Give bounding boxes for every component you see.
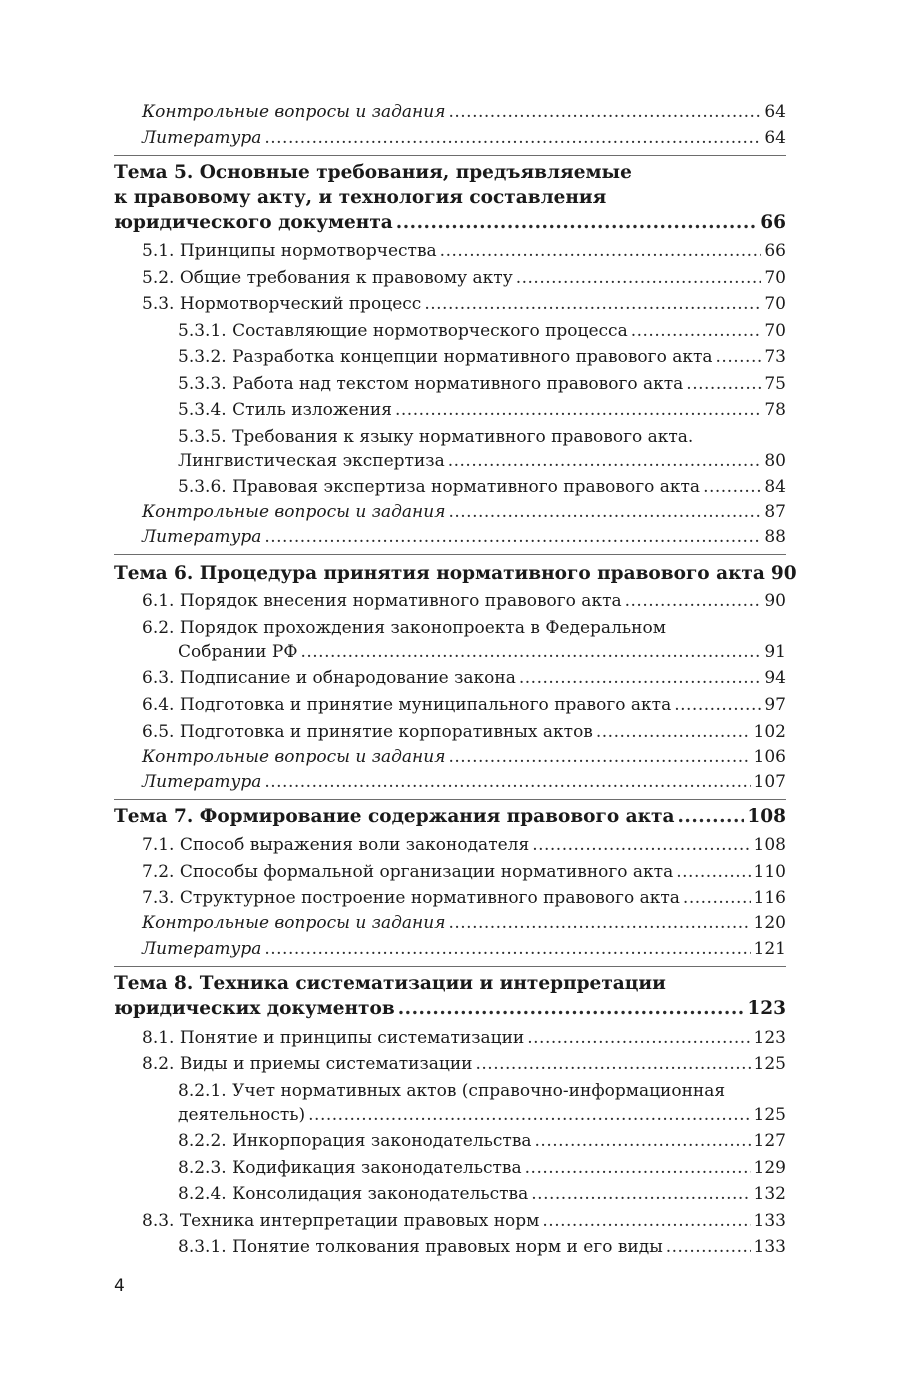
toc-entry-page: 127: [753, 1131, 786, 1151]
toc-entry-title: 5.3.3. Работа над текстом нормативного правового акта: [178, 374, 684, 394]
dot-leader: [527, 1027, 750, 1049]
toc-entry-page: 91: [764, 642, 786, 662]
dot-leader: [532, 834, 750, 856]
toc-entry-page: 110: [753, 862, 786, 882]
toc-entry-7-1: [142, 834, 786, 856]
topic-5-heading-line-2: к правовому акту, и технология составления: [114, 187, 607, 208]
toc-entry-questions-t4: [142, 101, 786, 123]
dot-leader: [716, 346, 762, 368]
toc-entry-page: 97: [764, 695, 786, 715]
toc-entry-8-3: [142, 1210, 786, 1232]
toc-entry-5-3-5: [178, 450, 786, 472]
dot-leader: [666, 1236, 751, 1258]
toc-entry-page: 66: [764, 241, 786, 261]
toc-entry-title: Тема 6. Процедура принятия нормативного правового акта: [114, 563, 765, 584]
toc-entry-6-3: [142, 667, 786, 689]
toc-entry-5-3-5-line-1: 5.3.5. Требования к языку нормативного правового акта.: [178, 427, 694, 447]
toc-entry-page: 80: [764, 451, 786, 471]
toc-entry-title: 5.3.1. Составляющие нормотворческого процесса: [178, 321, 628, 341]
toc-entry-page: 116: [753, 888, 786, 908]
toc-entry-title: 8.3.1. Понятие толкования правовых норм и его виды: [178, 1237, 663, 1257]
dot-leader: [308, 1104, 750, 1126]
toc-entry-page: 120: [753, 913, 786, 933]
toc-entry-title: 8.3. Техника интерпретации правовых норм: [142, 1211, 540, 1231]
toc-entry-5-3-6: [178, 476, 786, 498]
toc-entry-title: юридического документа: [114, 212, 393, 233]
toc-entry-title: 5.1. Принципы нормотворчества: [142, 241, 437, 261]
toc-entry-title: 6.5. Подготовка и принятие корпоративных актов: [142, 722, 593, 742]
toc-entry-page: 125: [753, 1054, 786, 1074]
toc-entry-title: 5.3.6. Правовая экспертиза нормативного правового акта: [178, 477, 701, 497]
dot-leader: [395, 399, 761, 421]
dot-leader: [448, 746, 750, 768]
toc-entry-page: 94: [764, 668, 786, 688]
dot-leader: [264, 526, 761, 548]
dot-leader: [596, 721, 751, 743]
toc-entry-page: 75: [764, 374, 786, 394]
toc-entry-title: Литература: [142, 772, 262, 792]
dot-leader: [542, 1210, 750, 1232]
dot-leader: [677, 806, 744, 828]
toc-entry-5-2: [142, 267, 786, 289]
page-number: 4: [114, 1276, 125, 1296]
topic-8-heading-line-1: Тема 8. Техника систематизации и интерпретации: [114, 973, 666, 994]
toc-entry-title: Контрольные вопросы и задания: [142, 502, 446, 522]
toc-entry-8-2: [142, 1053, 786, 1075]
dot-leader: [676, 861, 750, 883]
toc-entry-8-1: [142, 1027, 786, 1049]
toc-entry-title: Контрольные вопросы и задания: [142, 102, 446, 122]
toc-entry-title: Лингвистическая экспертиза: [178, 451, 445, 471]
toc-entry-page: 90: [764, 591, 786, 611]
dot-leader: [448, 501, 761, 523]
dot-leader: [686, 373, 761, 395]
toc-entry-title: 8.2.4. Консолидация законодательства: [178, 1184, 529, 1204]
toc-entry-page: 132: [753, 1184, 786, 1204]
toc-entry-title: деятельность): [178, 1105, 306, 1125]
section-divider: [114, 554, 786, 555]
toc-entry-5-3-3: [178, 373, 786, 395]
toc-entry-5-3-2: [178, 346, 786, 368]
dot-leader: [519, 667, 761, 689]
dot-leader: [631, 320, 762, 342]
toc-entry-8-2-1: [178, 1104, 786, 1126]
toc-entry-literature-t7: [142, 938, 786, 960]
toc-entry-page: 133: [753, 1211, 786, 1231]
dot-leader: [683, 887, 751, 909]
toc-entry-page: 66: [760, 212, 786, 233]
dot-leader: [264, 771, 750, 793]
dot-leader: [264, 938, 750, 960]
dot-leader: [525, 1157, 751, 1179]
toc-entry-title: 7.1. Способ выражения воли законодателя: [142, 835, 530, 855]
toc-entry-title: 5.3. Нормотворческий процесс: [142, 294, 422, 314]
dot-leader: [448, 912, 750, 934]
toc-entry-8-2-3: [178, 1157, 786, 1179]
toc-entry-6-5: [142, 721, 786, 743]
toc-entry-7-2: [142, 861, 786, 883]
toc-entry-page: 108: [747, 806, 786, 827]
dot-leader: [448, 450, 762, 472]
toc-entry-title: 6.4. Подготовка и принятие муниципального правого акта: [142, 695, 672, 715]
toc-entry-title: 5.2. Общие требования к правовому акту: [142, 268, 513, 288]
dot-leader: [476, 1053, 751, 1075]
toc-entry-5-1: [142, 240, 786, 262]
toc-entry-title: 5.3.2. Разработка концепции нормативного правового акта: [178, 347, 713, 367]
toc-entry-page: 90: [770, 563, 797, 584]
toc-entry-title: 5.3.4. Стиль изложения: [178, 400, 392, 420]
toc-entry-6-1: [142, 590, 786, 612]
toc-entry-5-3-1: [178, 320, 786, 342]
toc-entry-page: 70: [764, 321, 786, 341]
toc-entry-page: 88: [764, 527, 786, 547]
toc-entry-page: 121: [753, 939, 786, 959]
section-divider: [114, 966, 786, 967]
toc-entry-title: Литература: [142, 128, 262, 148]
toc-entry-7-3: [142, 887, 786, 909]
toc-entry-title: 6.3. Подписание и обнародование закона: [142, 668, 516, 688]
toc-entry-page: 133: [753, 1237, 786, 1257]
toc-entry-title: Литература: [142, 939, 262, 959]
topic-7-heading: [114, 806, 786, 828]
dot-leader: [703, 476, 761, 498]
toc-entry-title: 8.1. Понятие и принципы систематизации: [142, 1028, 525, 1048]
toc-entry-literature-t5: [142, 526, 786, 548]
toc-entry-page: 123: [753, 1028, 786, 1048]
toc-entry-5-3: [142, 293, 786, 315]
toc-entry-title: Контрольные вопросы и задания: [142, 913, 446, 933]
toc-entry-8-2-4: [178, 1183, 786, 1205]
toc-entry-title: 6.1. Порядок внесения нормативного правового акта: [142, 591, 622, 611]
toc-entry-literature-t6: [142, 771, 786, 793]
toc-entry-questions-t6: [142, 746, 786, 768]
section-divider: [114, 155, 786, 156]
toc-entry-title: 8.2.3. Кодификация законодательства: [178, 1158, 522, 1178]
dot-leader: [535, 1130, 751, 1152]
toc-entry-page: 78: [764, 400, 786, 420]
topic-5-heading-line-1: Тема 5. Основные требования, предъявляемые: [114, 162, 632, 183]
dot-leader: [440, 240, 762, 262]
toc-entry-8-2-2: [178, 1130, 786, 1152]
toc-entry-title: Тема 7. Формирование содержания правового акта: [114, 806, 675, 827]
dot-leader: [264, 127, 761, 149]
toc-entry-page: 123: [747, 998, 786, 1019]
toc-entry-page: 70: [764, 294, 786, 314]
toc-entry-title: 8.2. Виды и приемы систематизации: [142, 1054, 473, 1074]
toc-entry-page: 102: [753, 722, 786, 742]
dot-leader: [424, 293, 761, 315]
dot-leader: [396, 212, 757, 234]
section-divider: [114, 799, 786, 800]
toc-entry-page: 125: [753, 1105, 786, 1125]
toc-entry-title: Собрании РФ: [178, 642, 298, 662]
toc-entry-page: 129: [753, 1158, 786, 1178]
topic-6-heading: [114, 563, 797, 585]
toc-entry-page: 84: [764, 477, 786, 497]
dot-leader: [674, 694, 761, 716]
toc-entry-questions-t7: [142, 912, 786, 934]
toc-entry-5-3-4: [178, 399, 786, 421]
toc-entry-page: 73: [764, 347, 786, 367]
toc-entry-title: 7.3. Структурное построение нормативного правового акта: [142, 888, 680, 908]
toc-entry-title: Литература: [142, 527, 262, 547]
toc-entry-page: 70: [764, 268, 786, 288]
toc-entry-page: 64: [764, 128, 786, 148]
dot-leader: [625, 590, 762, 612]
toc-entry-title: Контрольные вопросы и задания: [142, 747, 446, 767]
toc-entry-8-2-1-line-1: 8.2.1. Учет нормативных актов (справочно-информационная: [178, 1081, 726, 1101]
topic-5-heading: [114, 212, 786, 234]
toc-entry-6-2: [178, 641, 786, 663]
toc-entry-page: 108: [753, 835, 786, 855]
toc-entry-page: 106: [753, 747, 786, 767]
dot-leader: [516, 267, 762, 289]
toc-entry-title: юридических документов: [114, 998, 395, 1019]
toc-entry-8-3-1: [178, 1236, 786, 1258]
toc-entry-title: 8.2.2. Инкорпорация законодательства: [178, 1131, 532, 1151]
dot-leader: [300, 641, 761, 663]
toc-entry-title: 7.2. Способы формальной организации нормативного акта: [142, 862, 674, 882]
toc-entry-6-2-line-1: 6.2. Порядок прохождения законопроекта в Федеральном: [142, 618, 666, 638]
dot-leader: [531, 1183, 750, 1205]
toc-entry-page: 87: [764, 502, 786, 522]
dot-leader: [448, 101, 761, 123]
toc-entry-page: 107: [753, 772, 786, 792]
topic-8-heading: [114, 998, 786, 1020]
toc-entry-page: 64: [764, 102, 786, 122]
toc-entry-6-4: [142, 694, 786, 716]
toc-entry-literature-t4: [142, 127, 786, 149]
dot-leader: [398, 998, 745, 1020]
toc-entry-questions-t5: [142, 501, 786, 523]
